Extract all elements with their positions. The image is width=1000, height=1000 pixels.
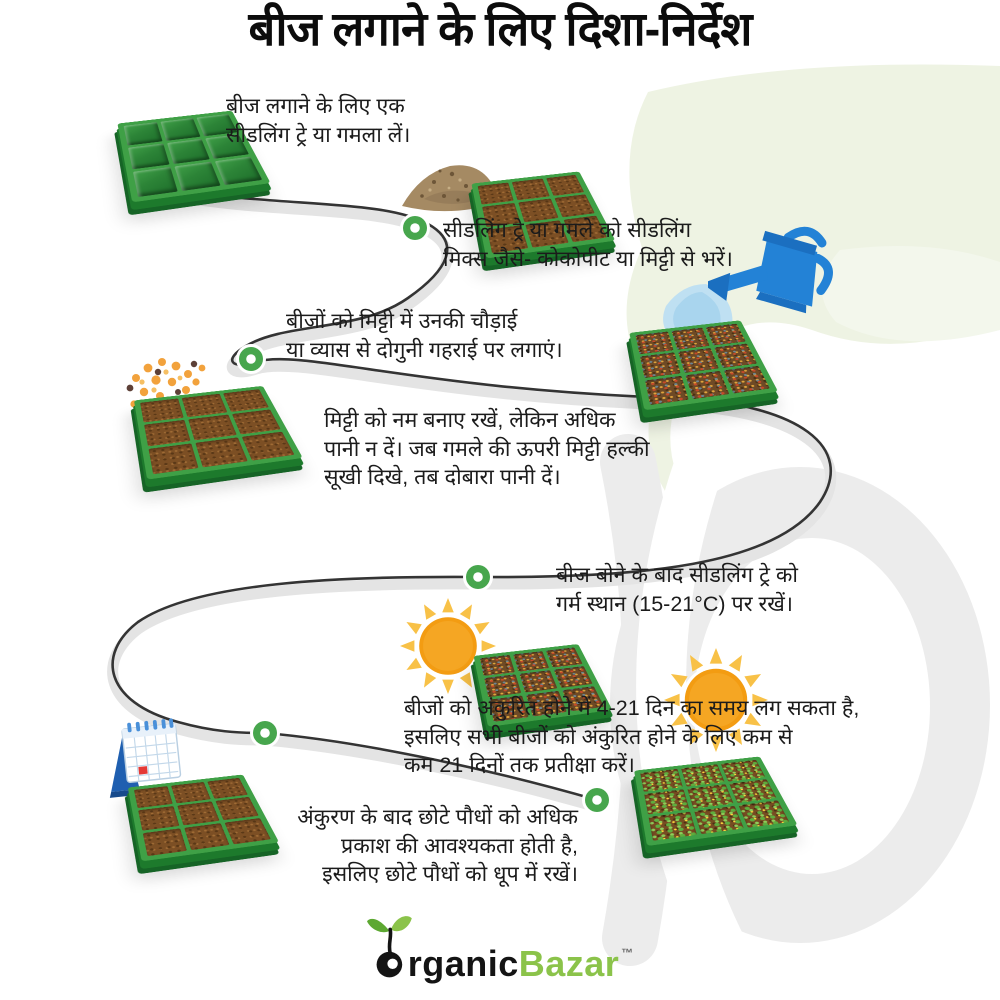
logo-text-black: rganic — [407, 943, 519, 984]
logo-text-green: Bazar — [518, 943, 620, 984]
tray-cell — [512, 179, 549, 200]
tray-cell — [687, 784, 733, 809]
tray-cell — [706, 324, 746, 346]
tray-cell — [671, 328, 710, 350]
tray-cell — [184, 823, 229, 850]
tray-cell — [124, 122, 163, 145]
step-text-4: मिट्टी को नम बनाए रखें, लेकिन अधिक पानी न दें। जब गमले की ऊपरी मिट्टी हल्की सूखी दिखे, तब दोबारा पानी दें। — [324, 408, 650, 490]
step-text-1: बीज लगाने के लिए एक सीडलिंग ट्रे या गमला लें। — [226, 94, 411, 147]
step-marker-7 — [582, 785, 612, 815]
tray-cell — [554, 194, 595, 217]
tray-cell — [645, 376, 688, 405]
tray-cell — [133, 167, 178, 197]
tray-cell — [160, 118, 200, 141]
tray-cell — [167, 139, 210, 165]
tray-cell — [207, 778, 248, 799]
tray-cell — [182, 394, 227, 417]
tray-cell — [478, 182, 514, 204]
step-text-5: बीज बोने के बाद सीडलिंग ट्रे को गर्म स्थान (15-21°C) पर रखें। — [556, 563, 798, 616]
tray-cell — [513, 651, 549, 671]
tray-cell — [636, 332, 674, 355]
tray-cell — [177, 801, 219, 825]
tray-cell — [519, 670, 557, 693]
tray-cell — [138, 806, 179, 831]
tray-cell — [739, 800, 790, 827]
tray-cell — [196, 438, 248, 468]
tray-cell — [188, 414, 236, 440]
logo-trademark: ™ — [621, 946, 634, 960]
brand-logo — [0, 912, 1000, 982]
step-text-7: अंकुरण के बाद छोटे पौधों को अधिक प्रकाश की आवश्यकता होती है, इसलिए छोटे पौधों को धूप में रखें। — [297, 805, 578, 887]
tray-cell — [678, 348, 719, 373]
tray-cell — [724, 366, 770, 394]
tray-cell — [546, 647, 583, 667]
tray-cell — [143, 828, 187, 856]
tray-cell — [480, 655, 515, 676]
tray-cell — [715, 344, 758, 368]
tray-cell — [134, 786, 173, 808]
tray-cell — [649, 812, 697, 841]
tray-cell — [232, 409, 281, 434]
tray-cell — [223, 389, 269, 412]
step-marker-5 — [463, 562, 493, 592]
tray-cell — [685, 371, 730, 399]
tray-cell — [554, 666, 593, 688]
tray-cell — [128, 143, 170, 169]
tray-cell — [215, 157, 262, 185]
tray-cell — [729, 779, 776, 803]
step-text-3: बीजों को मिट्टी में उनकी चौड़ाई या व्यास से दोगुनी गहराई पर लगाएं। — [286, 309, 563, 362]
step-text-6: बीजों को अंकुरित होने में 4-21 दिन का समय लग सकता है, इसलिए सभी बीजों को अंकुरित होने के लिए कम से कम 21 दिनों तक प्रतीक्षा करें। — [404, 696, 860, 778]
tray-cell — [144, 420, 191, 447]
step-text-2: सीडलिंग ट्रे या गमले को सीडलिंग मिक्स जैसे- कोकोपीट या मिट्टी से भरें। — [443, 218, 733, 271]
tray-cell — [640, 352, 680, 378]
page-title: बीज लगाने के लिए दिशा-निर्देश — [248, 2, 752, 55]
tray-cell — [694, 806, 744, 834]
step-marker-6 — [250, 718, 280, 748]
tray-cell — [546, 175, 584, 196]
tray-cell — [171, 782, 211, 803]
tray-cell — [644, 789, 689, 815]
tray-cell — [149, 444, 199, 475]
tray-cell — [242, 432, 295, 461]
tray-cell — [140, 398, 184, 422]
tray-cell — [174, 162, 220, 191]
